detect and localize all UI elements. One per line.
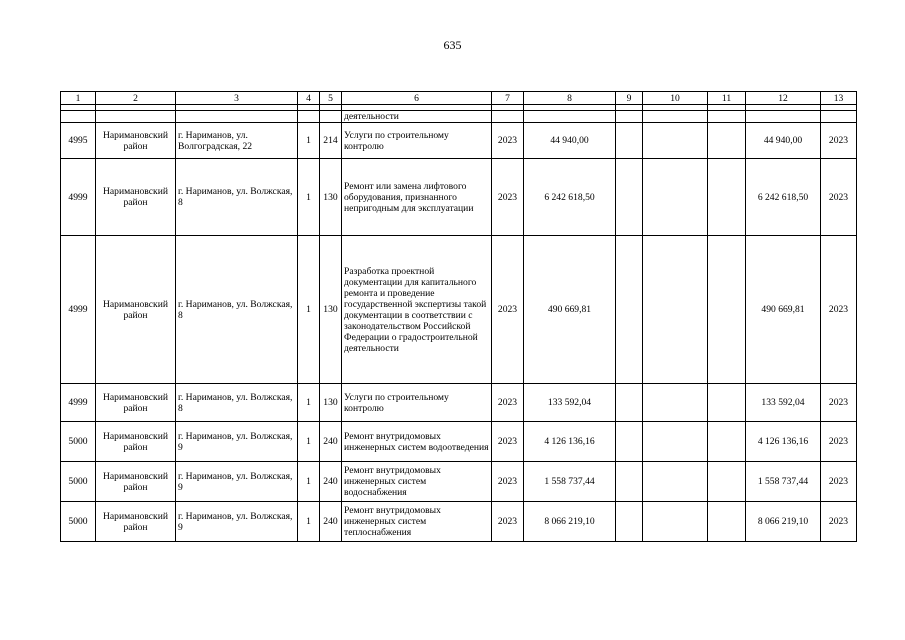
table-cell-col5: 214 [320, 123, 342, 159]
table-cell-col4: 1 [298, 462, 320, 502]
table-cell-year-end: 2023 [821, 462, 857, 502]
table-cell-year-end: 2023 [821, 384, 857, 422]
column-header: 5 [320, 92, 342, 105]
table-cell-cost: 8 066 219,10 [524, 502, 616, 542]
table-cell-col9 [616, 384, 643, 422]
page-number: 635 [443, 38, 462, 52]
table-row [61, 123, 857, 159]
table-cell-col9 [616, 159, 643, 236]
table-cell-col10 [643, 123, 708, 159]
table-cell-col4: 1 [298, 123, 320, 159]
table-cell-district: Наримановский район [96, 462, 176, 502]
table-cell-col4: 1 [298, 236, 320, 384]
column-header: 4 [298, 92, 320, 105]
table-cell-district: Наримановский район [96, 502, 176, 542]
table-cell-col5: 240 [320, 422, 342, 462]
table-cell-total: 8 066 219,10 [746, 502, 821, 542]
table-cell-year: 2023 [492, 384, 524, 422]
table-cell-district: Наримановский район [96, 236, 176, 384]
table-cell-cost: 1 558 737,44 [524, 462, 616, 502]
table-cell-total: 44 940,00 [746, 123, 821, 159]
table-cell-work: деятельности [342, 111, 492, 123]
column-header: 10 [643, 92, 708, 105]
table-cell-col5: 130 [320, 236, 342, 384]
table-cell-col9 [616, 123, 643, 159]
table-cell-year: 2023 [492, 502, 524, 542]
table-body [61, 105, 857, 542]
table-cell-year-end: 2023 [821, 502, 857, 542]
table-cell-cost: 490 669,81 [524, 236, 616, 384]
table-cell-work: Услуги по строительному контролю [342, 123, 492, 159]
table-cell-address: г. Нариманов, ул. Волгоградская, 22 [176, 123, 298, 159]
table-cell-col9 [616, 502, 643, 542]
table-cell-work: Ремонт внутридомовых инженерных систем водоотведения [342, 422, 492, 462]
table-cell-address: г. Нариманов, ул. Волжская, 9 [176, 502, 298, 542]
table-cell-col10 [643, 502, 708, 542]
table-cell-col10 [643, 384, 708, 422]
table-cell-district: Наримановский район [96, 159, 176, 236]
table-cell-col4: 1 [298, 384, 320, 422]
table-cell-col11 [708, 462, 746, 502]
table-cell-id: 4999 [61, 236, 96, 384]
column-header: 8 [524, 92, 616, 105]
table-cell-id: 5000 [61, 502, 96, 542]
table-cell-year: 2023 [492, 462, 524, 502]
table-cell-col4: 1 [298, 422, 320, 462]
table-cell-col10 [643, 236, 708, 384]
header-row [61, 92, 857, 105]
table-cell-total: 6 242 618,50 [746, 159, 821, 236]
table-header [61, 92, 857, 105]
table-cell-col9 [616, 422, 643, 462]
table-row [61, 422, 857, 462]
column-header: 12 [746, 92, 821, 105]
table-cell-work: Ремонт внутридомовых инженерных систем теплоснабжения [342, 502, 492, 542]
table-cell-col11 [708, 422, 746, 462]
table-cell-address: г. Нариманов, ул. Волжская, 8 [176, 236, 298, 384]
table-cell-district: Наримановский район [96, 422, 176, 462]
table-row [61, 159, 857, 236]
table-cell-year-end: 2023 [821, 123, 857, 159]
table-cell-col11 [708, 159, 746, 236]
table-cell-col11 [708, 384, 746, 422]
table-cell-col9 [616, 236, 643, 384]
table-cell-year: 2023 [492, 422, 524, 462]
table-cell-col5: 130 [320, 384, 342, 422]
table-cell-col5: 130 [320, 159, 342, 236]
table-row [61, 462, 857, 502]
table-cell-address: г. Нариманов, ул. Волжская, 9 [176, 422, 298, 462]
table-cell-address: г. Нариманов, ул. Волжская, 9 [176, 462, 298, 502]
table-row [61, 502, 857, 542]
table-row [61, 384, 857, 422]
column-header: 13 [821, 92, 857, 105]
table-cell-work: Услуги по строительному контролю [342, 384, 492, 422]
table-cell-work: Разработка проектной документации для капитального ремонта и проведение государственной экспертизы такой документации в соответствии с законодательством Российской Федерации о градостроительной деятельности [342, 236, 492, 384]
table-cell-cost: 4 126 136,16 [524, 422, 616, 462]
table-cell-col10 [643, 422, 708, 462]
table-cell-total: 1 558 737,44 [746, 462, 821, 502]
table-cell-col5: 240 [320, 502, 342, 542]
column-header: 11 [708, 92, 746, 105]
table-cell-id: 4999 [61, 159, 96, 236]
table-cell-year-end: 2023 [821, 422, 857, 462]
table-cell-cost: 44 940,00 [524, 123, 616, 159]
table-cell-id: 5000 [61, 462, 96, 502]
column-header: 6 [342, 92, 492, 105]
table-cell-id: 4995 [61, 123, 96, 159]
table-cell-year: 2023 [492, 123, 524, 159]
column-header: 1 [61, 92, 96, 105]
table-cell-district: Наримановский район [96, 123, 176, 159]
table-cell-col4: 1 [298, 502, 320, 542]
table-cell-cost: 133 592,04 [524, 384, 616, 422]
table-cell-total: 4 126 136,16 [746, 422, 821, 462]
table-cell-id: 4999 [61, 384, 96, 422]
table-cell-cost: 6 242 618,50 [524, 159, 616, 236]
table-cell-total: 133 592,04 [746, 384, 821, 422]
table-cell-work: Ремонт или замена лифтового оборудования, признанного непригодным для эксплуатации [342, 159, 492, 236]
continuation-row [61, 111, 857, 123]
table-cell-col11 [708, 236, 746, 384]
table-cell-year-end: 2023 [821, 159, 857, 236]
table-cell-col11 [708, 502, 746, 542]
table-row [61, 236, 857, 384]
table-cell-year: 2023 [492, 159, 524, 236]
table-cell-address: г. Нариманов, ул. Волжская, 8 [176, 384, 298, 422]
table-cell-col5: 240 [320, 462, 342, 502]
table-cell-work: Ремонт внутридомовых инженерных систем водоснабжения [342, 462, 492, 502]
column-header: 7 [492, 92, 524, 105]
repair-schedule-table [60, 91, 857, 542]
table-cell-col9 [616, 462, 643, 502]
table-cell-address: г. Нариманов, ул. Волжская, 8 [176, 159, 298, 236]
table-cell-col4: 1 [298, 159, 320, 236]
table-cell-col11 [708, 123, 746, 159]
column-header: 2 [96, 92, 176, 105]
table-cell-total: 490 669,81 [746, 236, 821, 384]
table-cell-year: 2023 [492, 236, 524, 384]
table-cell-id: 5000 [61, 422, 96, 462]
column-header: 9 [616, 92, 643, 105]
table-cell-year-end: 2023 [821, 236, 857, 384]
table-cell-district: Наримановский район [96, 384, 176, 422]
column-header: 3 [176, 92, 298, 105]
table-cell-col10 [643, 159, 708, 236]
table-cell-col10 [643, 462, 708, 502]
